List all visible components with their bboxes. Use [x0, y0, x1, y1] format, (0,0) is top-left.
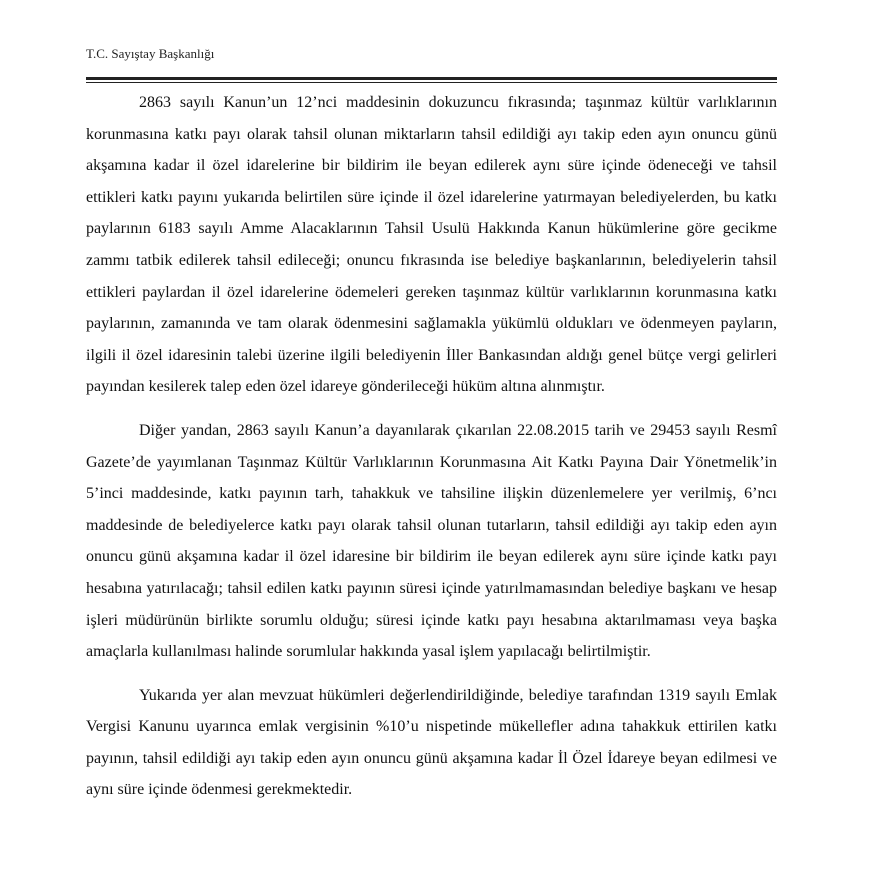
page-header-title: T.C. Sayıştay Başkanlığı — [86, 46, 215, 61]
paragraph-2: Diğer yandan, 2863 sayılı Kanun’a dayanılarak çıkarılan 22.08.2015 tarih ve 29453 sayılı Resmî Gazete’de yayımlanan Taşınmaz Kültür Varlıklarının Korunmasına Ait Katkı Payına Dair Yönetmelik’in 5’inci maddesinde, katkı payının tarh, tahakkuk ve tahsiline ilişkin düzenlemelere yer verilmiş, 6’ncı maddesinde de belediyelerce katkı payı olarak tahsil olunan tutarların, tahsil edildiği ayı takip eden ayın onuncu günü akşamına kadar il özel idaresine bir bildirim ile beyan edilerek aynı süre içinde katkı payı hesabına yatırılacağı; tahsil edilen katkı payının süresi içinde yatırılmamasından belediye başkanı ve hesap işleri müdürünün birlikte sorumlu olduğu; süresi içinde katkı payı hesabına aktarılmaması veya başka amaçlarla kullanılması halinde sorumlular hakkında yasal işlem yapılacağı belirtilmiştir. — [86, 421, 777, 661]
header-rule-thin — [86, 82, 777, 83]
header-rule-thick — [86, 77, 777, 80]
document-body — [86, 87, 777, 806]
paragraph-1: 2863 sayılı Kanun’un 12’nci maddesinin dokuzuncu fıkrasında; taşınmaz kültür varlıklarının korunmasına katkı payı olarak tahsil olunan miktarların tahsil edildiği ayı takip eden ayın onuncu günü akşamına kadar il özel idarelerine bir bildirim ile beyan edilerek aynı süre içinde ödeneceği ve tahsil ettikleri katkı payını yukarıda belirtilen süre içinde il özel idarelerine yatırmayan belediyelerden, bu katkı paylarının 6183 sayılı Amme Alacaklarının Tahsil Usulü Hakkında Kanun hükümlerine göre gecikme zammı tatbik edilerek tahsil edileceği; onuncu fıkrasında ise belediye başkanlarının, belediyelerin tahsil ettikleri paylardan il özel idarelerine ödemeleri gereken taşınmaz kültür varlıklarının korunmasına katkı paylarının, zamanında ve tam olarak ödenmesini sağlamakla yükümlü oldukları ve ödenmeyen payların, ilgili il özel idaresinin talebi üzerine ilgili belediyenin İller Bankasından aldığı genel bütçe vergi gelirleri payından kesilerek talep eden özel idareye gönderileceği hüküm altına alınmıştır. — [86, 94, 777, 396]
paragraph-3: Yukarıda yer alan mevzuat hükümleri değerlendirildiğinde, belediye tarafından 1319 sayılı Emlak Vergisi Kanunu uyarınca emlak vergisinin %10’u nispetinde mükellefler adına tahakkuk ettirilen katkı payının, tahsil edildiği ayı takip eden ayın onuncu günü akşamına kadar İl Özel İdareye beyan edilmesi ve aynı süre içinde ödenmesi gerekmektedir. — [86, 686, 777, 799]
